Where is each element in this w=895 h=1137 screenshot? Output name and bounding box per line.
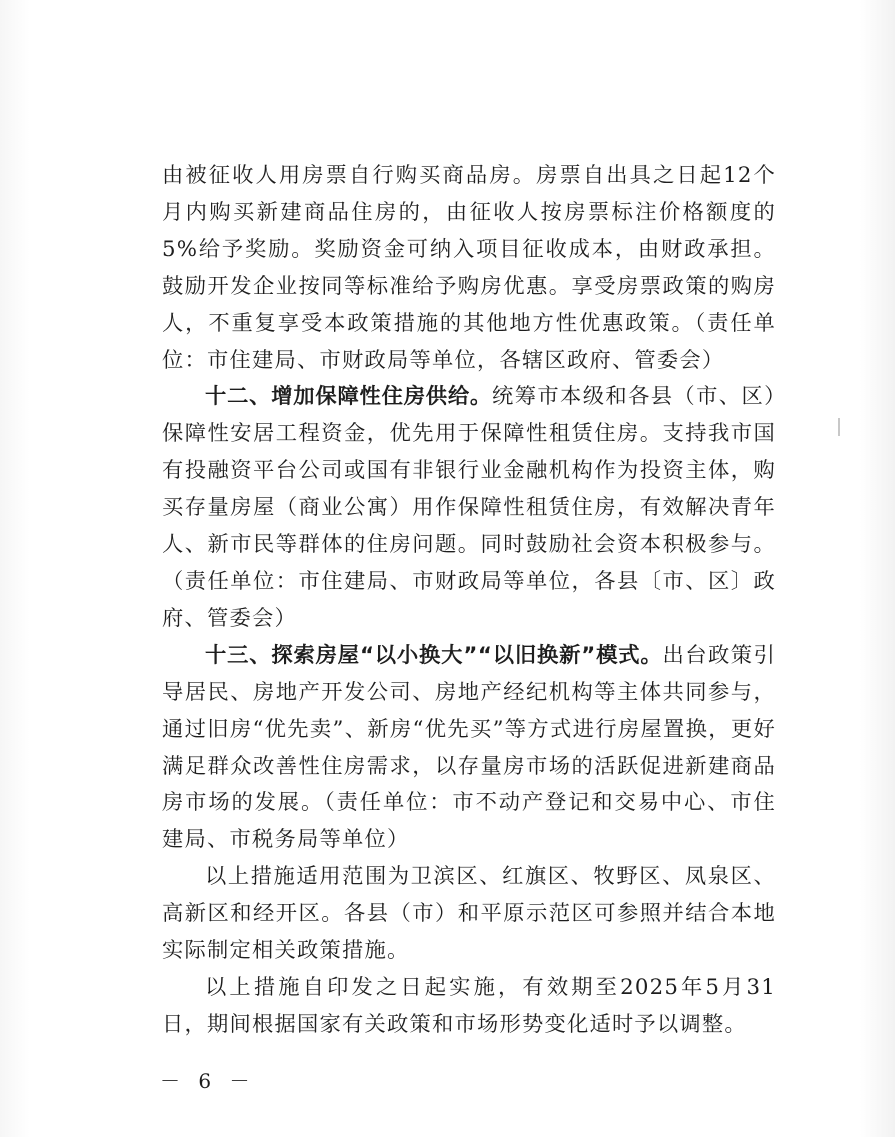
section-heading-13: 十三、探索房屋“以小换大”“以旧换新”模式。 [205, 642, 663, 668]
paragraph-text: 出台政策引导居民、房地产开发公司、房地产经纪机构等主体共同参与，通过旧房“优先卖”、新房“优先买”等方式进行房屋置换，更好满足群众改善性住房需求，以存量房市场的活跃促进新建商品房市场的发展。（责任单位：市不动产登记和交易中心、市住建局、市税务局等单位） [162, 642, 776, 853]
paragraph-effective-date [162, 970, 776, 1044]
paragraph-house-ticket-continuation [162, 158, 776, 379]
paragraph-text: 以上措施自印发之日起实施，有效期至2025年5月31日，期间根据国家有关政策和市场形势变化适时予以调整。 [162, 974, 776, 1037]
paragraph-scope [162, 859, 776, 970]
scan-artifact-mark [838, 418, 840, 436]
paragraph-item-13 [162, 638, 776, 859]
paragraph-text: 由被征收人用房票自行购买商品房。房票自出具之日起12个月内购买新建商品住房的，由征收人按房票标注价格额度的5%给予奖励。奖励资金可纳入项目征收成本，由财政承担。鼓励开发企业按同等标准给予购房优惠。享受房票政策的购房人，不重复享受本政策措施的其他地方性优惠政策。（责任单位：市住建局、市财政局等单位，各辖区政府、管委会） [162, 163, 776, 373]
paragraph-text: 以上措施适用范围为卫滨区、红旗区、牧野区、凤泉区、高新区和经开区。各县（市）和平原示范区可参照并结合本地实际制定相关政策措施。 [162, 864, 776, 964]
paragraph-text: 统筹市本级和各县（市、区）保障性安居工程资金，优先用于保障性租赁住房。支持我市国有投融资平台公司或国有非银行业金融机构作为投资主体，购买存量房屋（商业公寓）用作保障性租赁住房，有效解决青年人、新市民等群体的住房问题。同时鼓励社会资本积极参与。（责任单位：市住建局、市财政局等单位，各县〔市、区〕政府、管委会） [162, 384, 776, 631]
section-heading-12: 十二、增加保障性住房供给。 [205, 384, 493, 410]
document-body [162, 158, 776, 1044]
paragraph-item-12 [162, 379, 776, 637]
page-number: － 6 － [160, 1069, 256, 1093]
